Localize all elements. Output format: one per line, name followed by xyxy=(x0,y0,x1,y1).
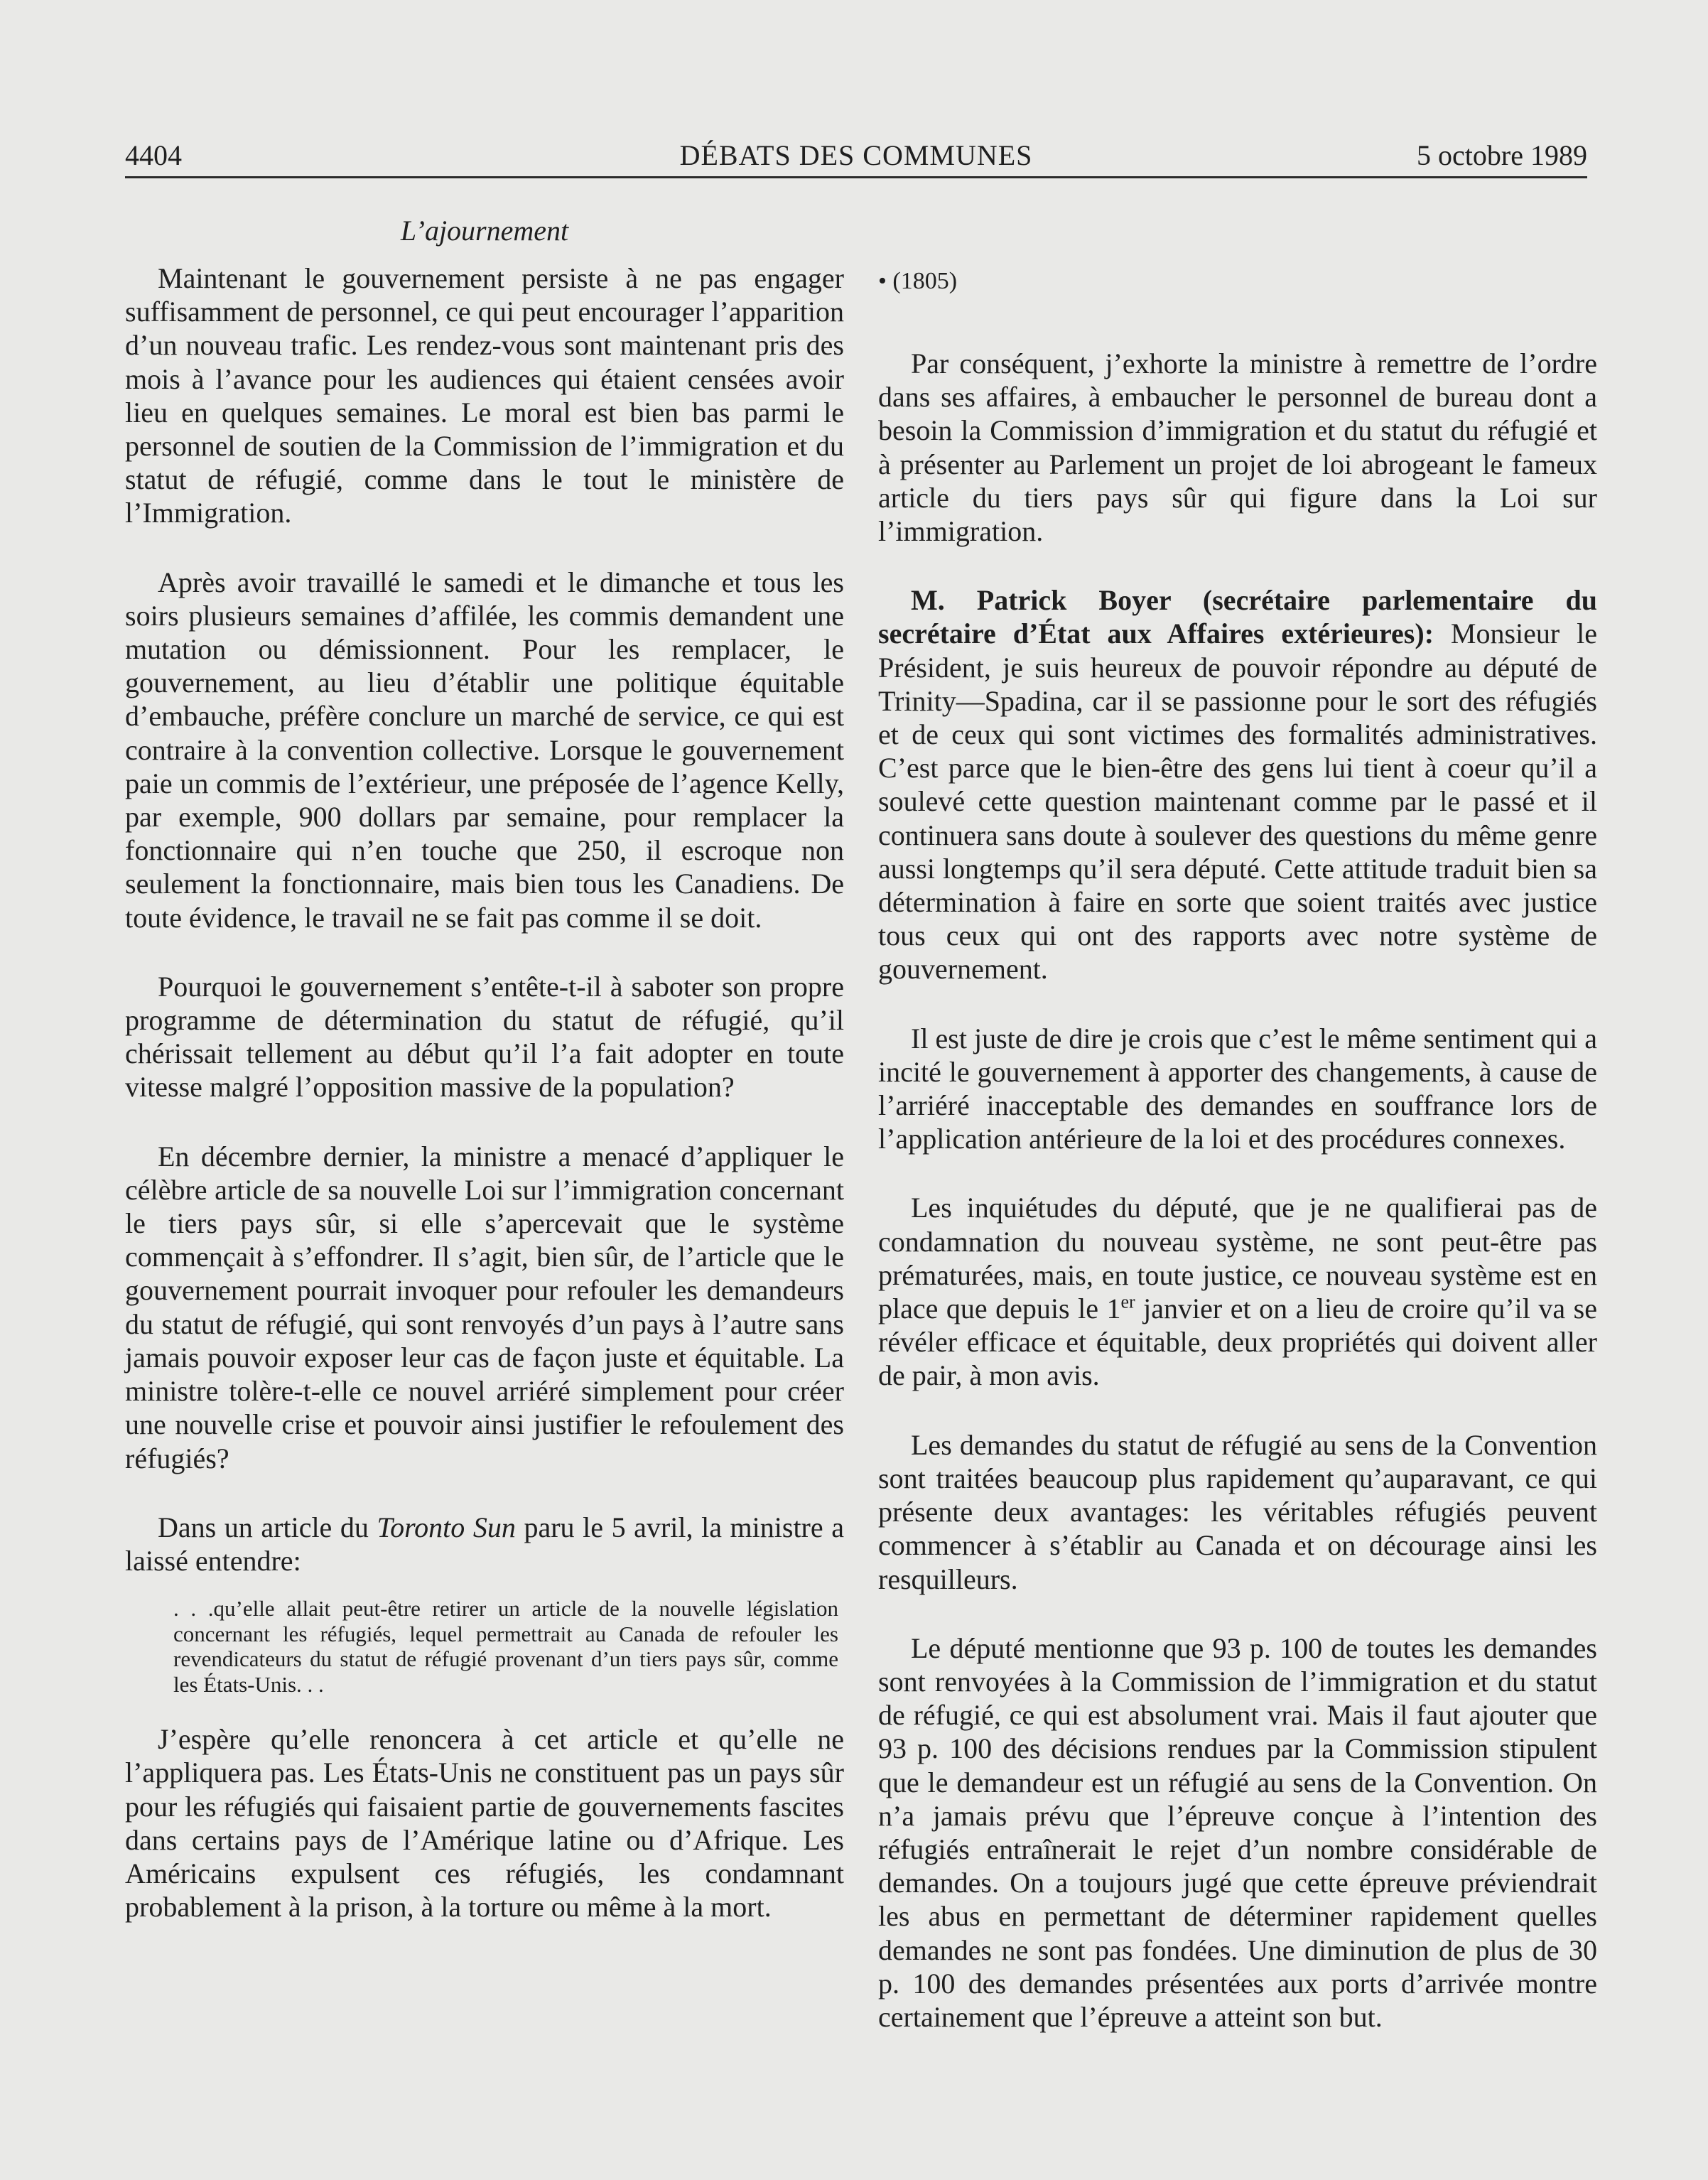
page-header xyxy=(125,135,1587,178)
paragraph: Les demandes du statut de réfugié au sens de la Convention sont traitées beaucoup plus rapidement qu’auparavant, ce qui présente deux avantages: les véritables réfugiés peuvent commencer à s’établir au Canada et on décourage ainsi les resquilleurs. xyxy=(878,1428,1597,1595)
paragraph: Pourquoi le gouvernement s’entête-t-il à saboter son propre programme de détermination du statut de réfugié, qu’il chérissait tellement au début qu’il l’a fait adopter en toute vitesse malgré l’opposition massive de la population? xyxy=(125,970,844,1104)
speaker-name: M. Patrick Boyer (secrétaire parlementaire du secrétaire d’État aux Affaires extérieures): xyxy=(878,584,1597,650)
right-column xyxy=(878,213,1597,2034)
paragraph-date-ref xyxy=(878,1191,1597,1392)
text-segment: paru le 5 avril, la ministre a laissé entendre: xyxy=(125,1511,844,1577)
publication-date: 5 octobre 1989 xyxy=(1417,139,1587,171)
superscript: er xyxy=(1120,1291,1135,1312)
paragraph: Par conséquent, j’exhorte la ministre à remettre de l’ordre dans ses affaires, à embaucher le personnel de bureau dont a besoin la Commission d’immigration et du statut du réfugié et à présenter au Parlement un projet de loi abrogeant le fameux article du tiers pays sûr qui figure dans la Loi sur l’immigration. xyxy=(878,347,1597,548)
text-segment: Monsieur le Président, je suis heureux de pouvoir répondre au député de Trinity—Spadina, car il se passionne pour le sort des réfugiés et de ceux qui sont victimes des formalités administratives. C’est parce que le bien-être des gens lui tient à coeur qu’il a soulevé cette question maintenant comme par le passé et il continuera sans doute à soulever des questions du même genre aussi longtemps qu’il sera député. Cette attitude traduit bien sa détermination à faire en sorte que soient traités avec justice tous ceux qui ont des rapports avec notre système de gouvernement. xyxy=(878,617,1598,986)
page-number: 4404 xyxy=(125,139,182,171)
timestamp: • (1805) xyxy=(878,268,958,294)
paragraph: Après avoir travaillé le samedi et le dimanche et tous les soirs plusieurs semaines d’affilée, les commis demandent une mutation ou démissionnent. Pour les remplacer, le gouvernement, au lieu d’établir une politique équitable d’embauche, préfère conclure un marché de service, ce qui est contraire à la convention collective. Lorsque le gouvernement paie un commis de l’extérieur, une préposée de l’agence Kelly, par exemple, 900 dollars par semaine, pour remplacer la fonctionnaire qui n’en touche que 250, il escroque non seulement la fonctionnaire, mais bien tous les Canadiens. De toute évidence, le travail ne se fait pas comme il se doit. xyxy=(125,566,844,934)
paragraph-toronto-sun xyxy=(125,1511,844,1577)
paragraph: Le député mentionne que 93 p. 100 de toutes les demandes sont renvoyées à la Commission de l’immigration et du statut de réfugié, ce qui est absolument vrai. Mais il faut ajouter que 93 p. 100 des décisions rendues par la Commission stipulent que le demandeur est un réfugié au sens de la Convention. On n’a jamais prévu que l’épreuve conçue à l’intention des réfugiés entraînerait le rejet d’un nombre considérable de demandes. On a toujours jugé que cette épreuve préviendrait les abus en permettant de déterminer rapidement quelles demandes ne sont pas fondées. Une diminution de plus de 30 p. 100 des demandes présentées aux ports d’arrivée montre certainement que l’épreuve a atteint son but. xyxy=(878,1631,1597,2033)
paragraph: En décembre dernier, la ministre a menacé d’appliquer le célèbre article de sa nouvelle Loi sur l’immigration concernant le tiers pays sûr, si elle s’apercevait que le système commençait à s’effondrer. Il s’agit, bien sûr, de l’article que le gouvernement pourrait invoquer pour refouler les demandeurs du statut de réfugié, qui sont renvoyés d’un pays à l’autre sans jamais pouvoir exposer leur cas de façon juste et équitable. La ministre tolère-t-elle ce nouvel arriéré simplement pour créer une nouvelle crise et pouvoir ainsi justifier le refoulement des réfugiés? xyxy=(125,1140,844,1474)
block-quote: . . .qu’elle allait peut-être retirer un article de la nouvelle législation concernant les réfugiés, lequel permettrait au Canada de refouler les revendicateurs du statut de réfugié provenant d’un tiers pays sûr, comme les États-Unis. . . xyxy=(173,1596,838,1697)
paragraph: Maintenant le gouvernement persiste à ne pas engager suffisamment de personnel, ce qui peut encourager l’apparition d’un nouveau trafic. Les rendez-vous sont maintenant pris des mois à l’avance pour les audiences qui étaient censées avoir lieu en quelques semaines. Le moral est bien bas parmi le personnel de soutien de la Commission de l’immigration et du statut de réfugié, comme dans le tout le ministère de l’Immigration. xyxy=(125,262,844,529)
paragraph-speaker xyxy=(878,583,1597,986)
paragraph: J’espère qu’elle renoncera à cet article et qu’elle ne l’appliquera pas. Les États-Unis ne constituent pas un pays sûr pour les réfugiés qui faisaient partie de gouvernements fascites dans certains pays de l’Amérique latine ou d’Afrique. Les Américains expulsent ces réfugiés, les condamnant probablement à la prison, à la torture ou même à la mort. xyxy=(125,1723,844,1923)
text-segment: janvier et on a lieu de croire qu’il va se révéler efficace et équitable, deux propriétés qui doivent aller de pair, à mon avis. xyxy=(878,1293,1597,1392)
publication-title: DÉBATS DES COMMUNES xyxy=(679,139,1033,171)
text-segment: Les inquiétudes du député, que je ne qualifierai pas de condamnation du nouveau système, ne sont peut-être pas prématurées, mais, en toute justice, ce nouveau système est en place que depuis le 1 xyxy=(878,1192,1597,1325)
paragraph: Il est juste de dire je crois que c’est le même sentiment qui a incité le gouvernement à apporter des changements, à cause de l’arriéré inacceptable des demandes en souffrance lors de l’application antérieure de la loi et des procédures connexes. xyxy=(878,1022,1597,1155)
text-segment: Dans un article du xyxy=(158,1511,377,1543)
newspaper-name: Toronto Sun xyxy=(377,1511,516,1543)
section-title: L’ajournement xyxy=(400,215,569,247)
left-column xyxy=(125,213,844,1923)
